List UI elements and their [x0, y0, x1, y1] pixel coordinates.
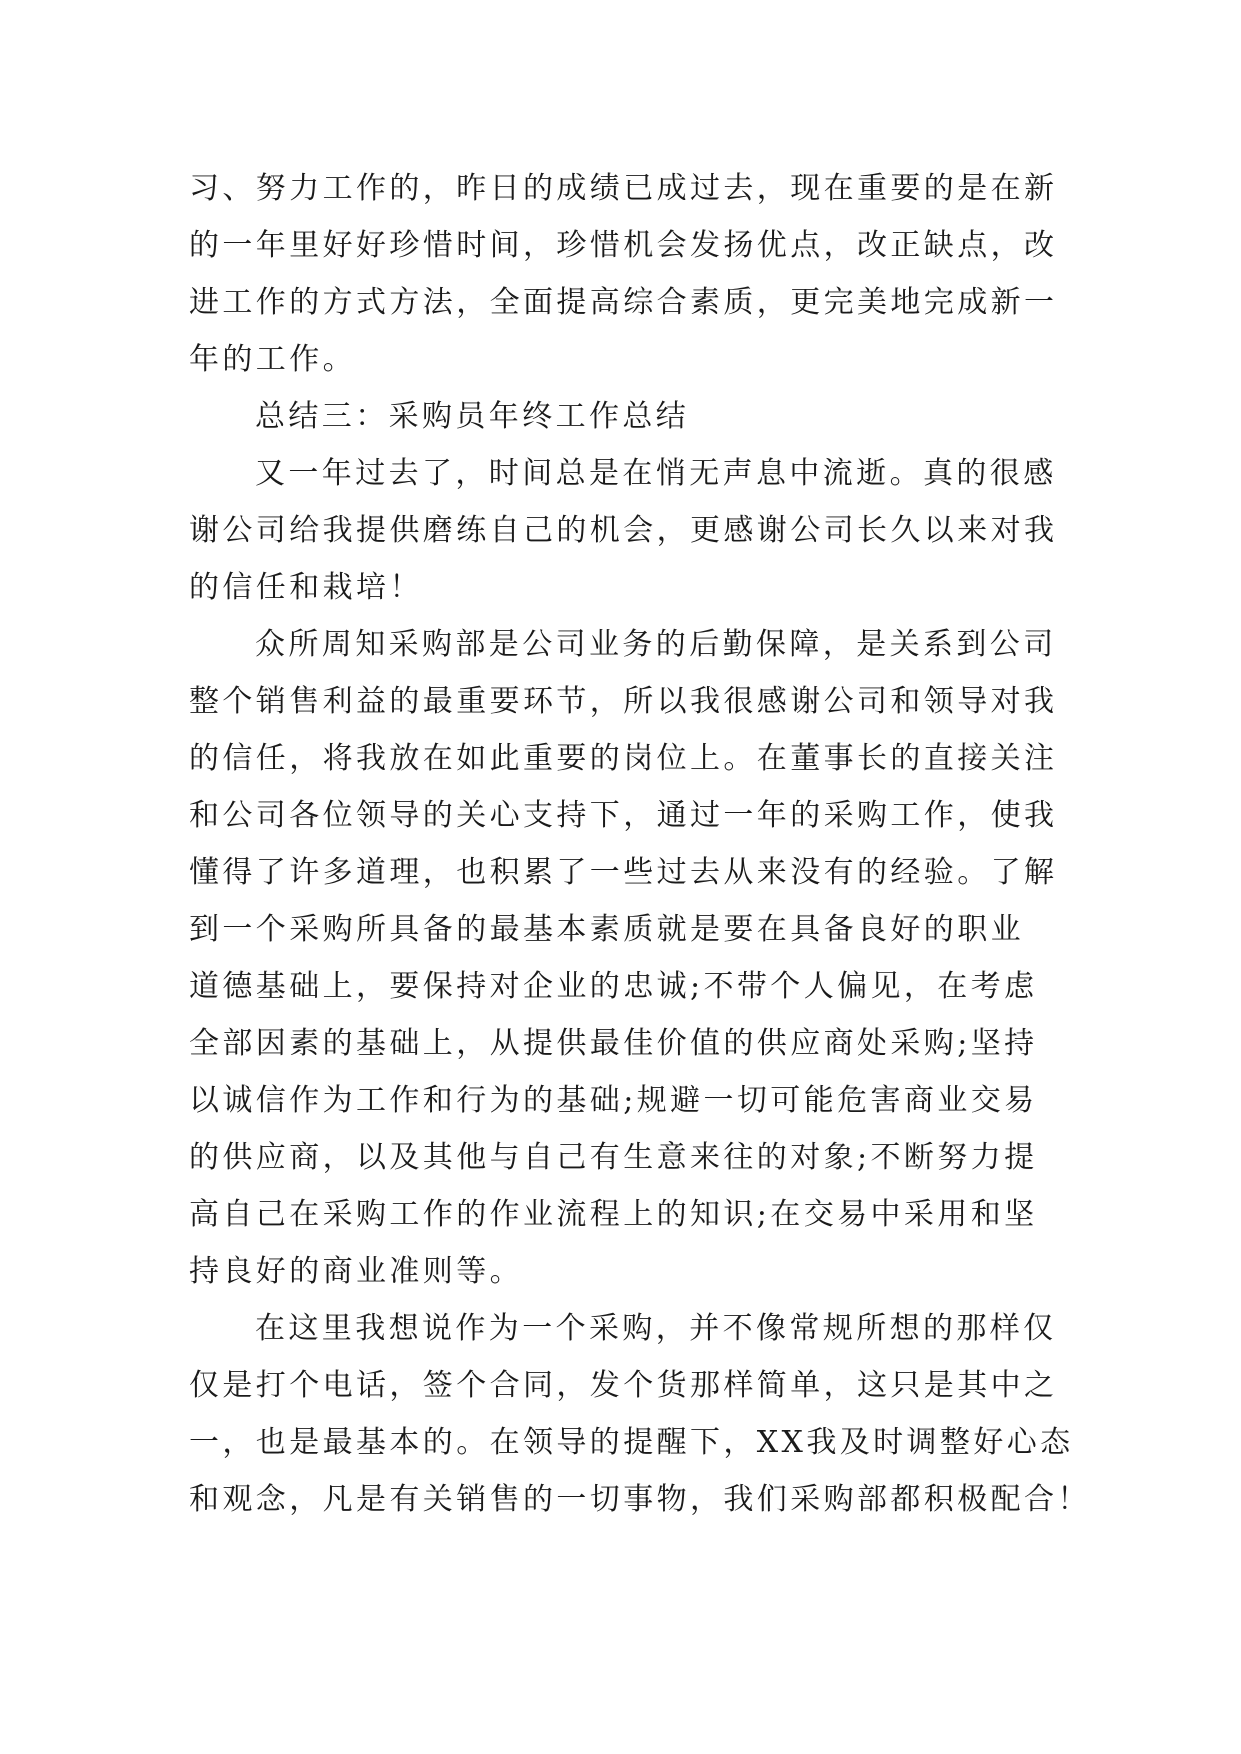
text-line: 到一个采购所具备的最基本素质就是要在具备良好的职业 [189, 912, 1024, 947]
paragraph-start: 又一年过去了，时间总是在悄无声息中流逝。真的很感 [255, 456, 1057, 491]
text-line: 进工作的方式方法，全面提高综合素质，更完美地完成新一 [189, 285, 1058, 320]
paragraph-start: 在这里我想说作为一个采购，并不像常规所想的那样仅 [255, 1311, 1057, 1346]
text-line: 的一年里好好珍惜时间，珍惜机会发扬优点，改正缺点，改 [189, 228, 1058, 263]
text-line: 懂得了许多道理，也积累了一些过去从来没有的经验。了解 [189, 855, 1058, 890]
text-line: 的信任，将我放在如此重要的岗位上。在董事长的直接关注 [189, 741, 1058, 776]
text-line: 全部因素的基础上，从提供最佳价值的供应商处采购;坚持 [189, 1026, 1038, 1061]
paragraph-start: 众所周知采购部是公司业务的后勤保障，是关系到公司 [255, 627, 1057, 662]
text-line: 一，也是最基本的。在领导的提醒下，XX我及时调整好心态 [189, 1425, 1074, 1460]
text-line: 和观念，凡是有关销售的一切事物，我们采购部都积极配合！ [189, 1482, 1091, 1517]
text-line: 以诚信作为工作和行为的基础;规避一切可能危害商业交易 [189, 1083, 1038, 1118]
text-line: 年的工作。 [189, 342, 356, 377]
document-body [189, 160, 1091, 1528]
text-line: 道德基础上，要保持对企业的忠诚;不带个人偏见，在考虑 [189, 969, 1038, 1004]
text-line: 高自己在采购工作的作业流程上的知识;在交易中采用和坚 [189, 1197, 1038, 1232]
text-line: 和公司各位领导的关心支持下，通过一年的采购工作，使我 [189, 798, 1058, 833]
section-heading: 总结三：采购员年终工作总结 [255, 399, 690, 434]
text-line: 整个销售利益的最重要环节，所以我很感谢公司和领导对我 [189, 684, 1058, 719]
text-line: 习、努力工作的，昨日的成绩已成过去，现在重要的是在新 [189, 171, 1058, 206]
text-line: 的供应商，以及其他与自己有生意来往的对象;不断努力提 [189, 1140, 1038, 1175]
text-line: 谢公司给我提供磨练自己的机会，更感谢公司长久以来对我 [189, 513, 1058, 548]
text-line: 持良好的商业准则等。 [189, 1254, 523, 1289]
text-line: 的信任和栽培！ [189, 570, 423, 605]
text-line: 仅是打个电话，签个合同，发个货那样简单，这只是其中之 [189, 1368, 1058, 1403]
